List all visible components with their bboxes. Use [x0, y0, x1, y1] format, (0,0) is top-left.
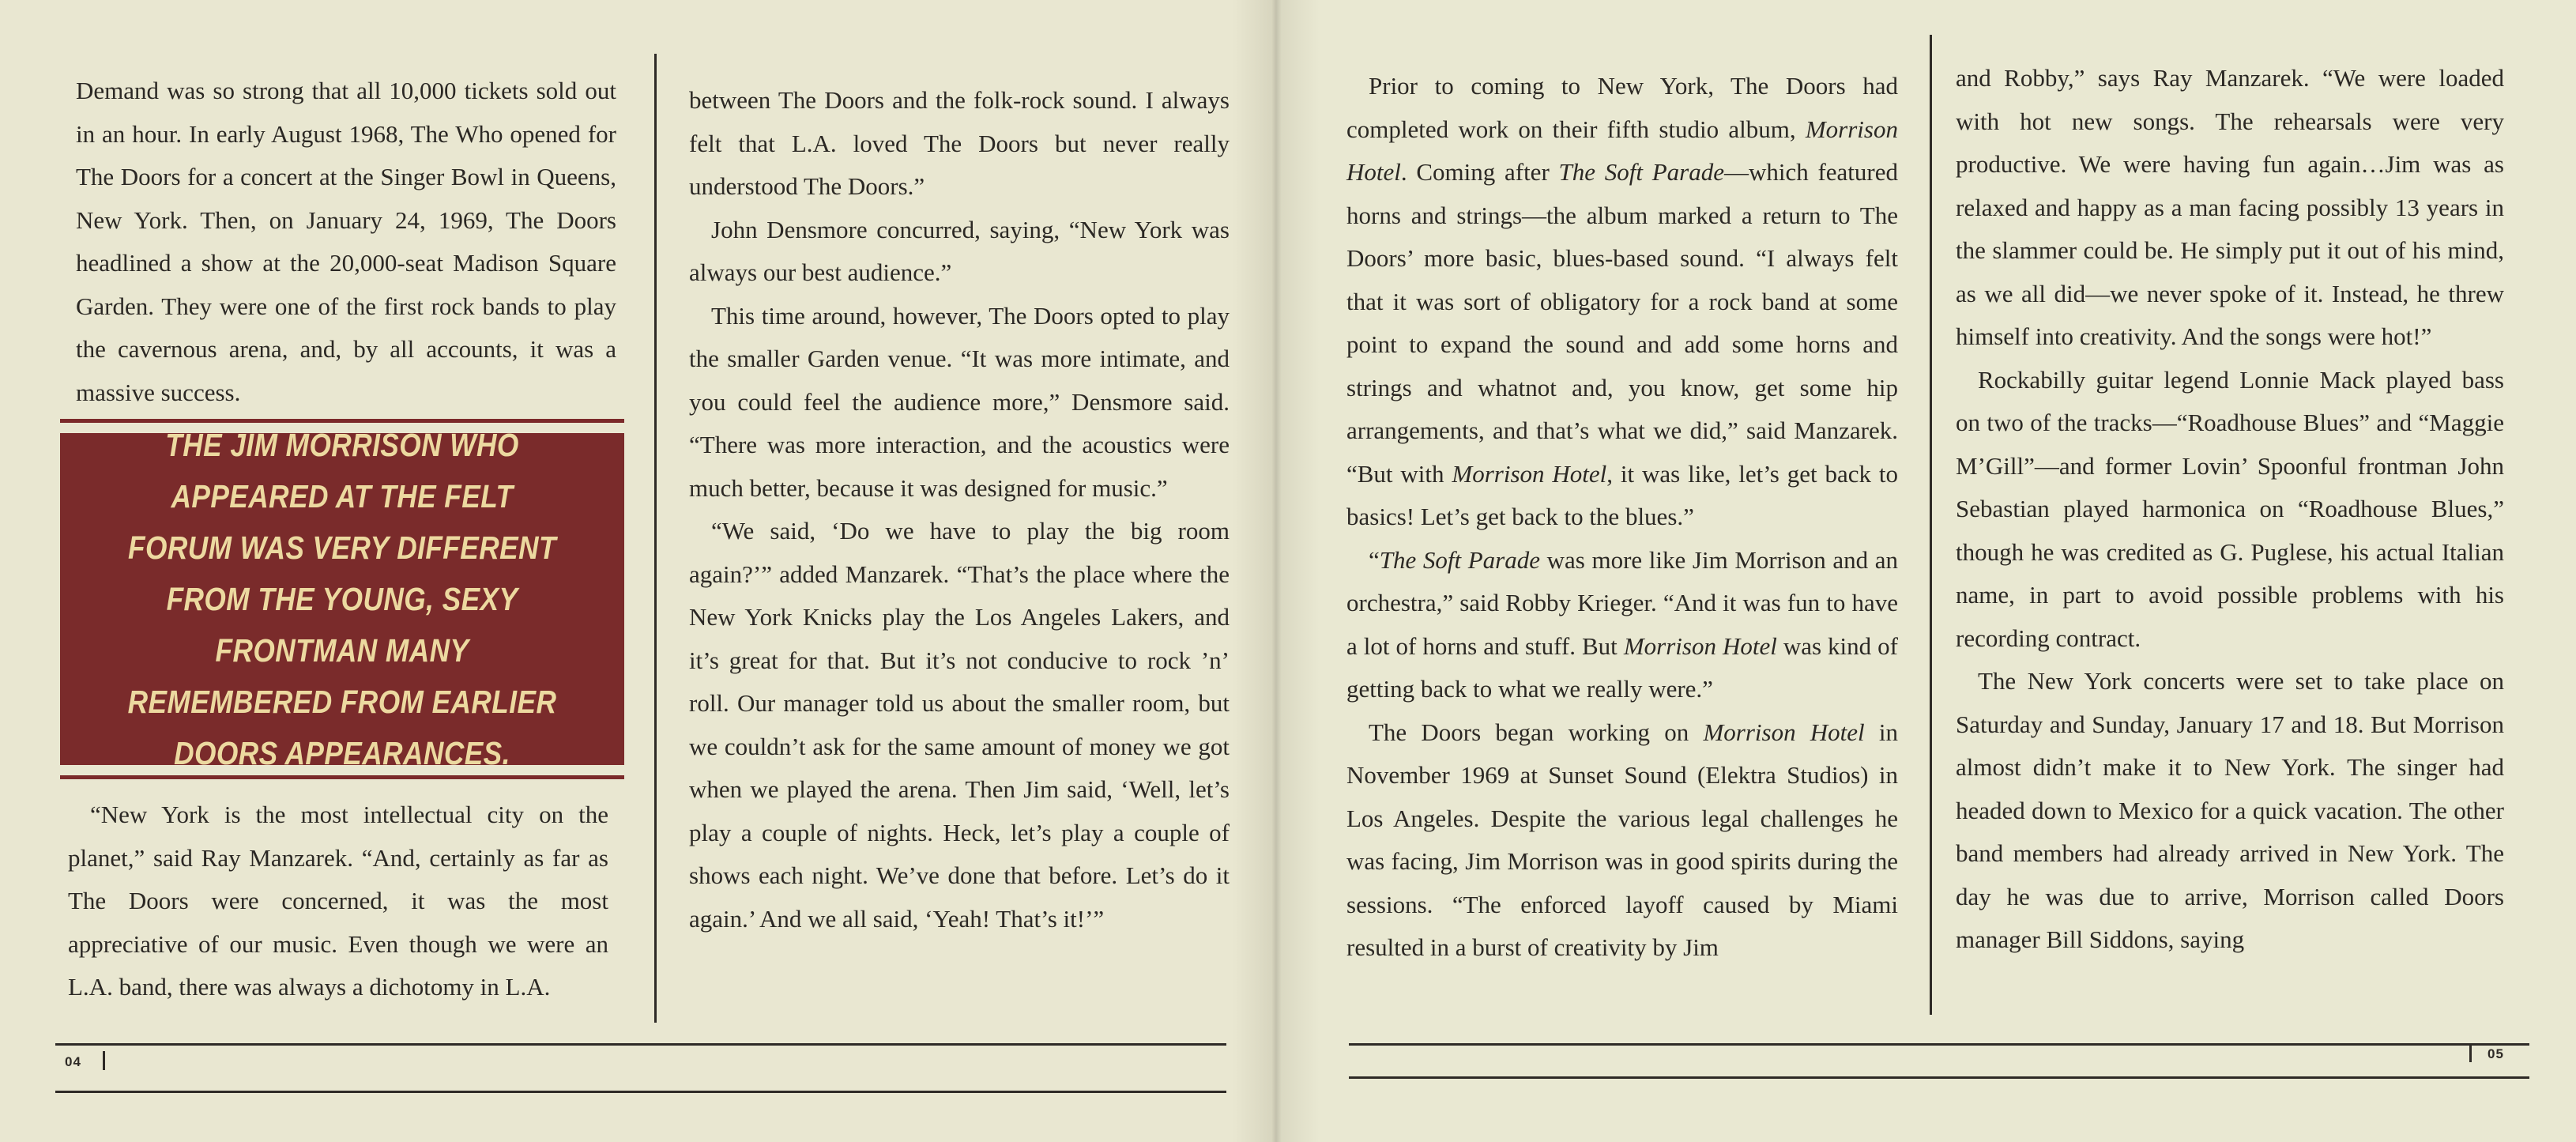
- column-divider-left: [654, 54, 657, 1023]
- column-4-paragraph-1: and Robby,” says Ray Manzarek. “We were loaded with hot new songs. The rehearsals were very productive. We were having fun again…Jim was as relaxed and happy as a man facing possibly 13 years in the slammer could be. He simply put it out of his mind, as we all did—we never spoke of it. Instead, he threw himself into creativity. And the songs were hot!”: [1956, 64, 2504, 350]
- column-divider-right: [1930, 35, 1932, 1015]
- left-page: [0, 0, 1276, 1142]
- column-1-paragraph-2: “New York is the most intellectual city on the planet,” said Ray Manzarek. “And, certainly as far as The Doors were concerned, it was the most appreciative of our music. Even though we were an L.A. band, there was always a dichotomy in L.A.: [68, 801, 608, 1001]
- right-footer-rule-bottom: [1349, 1076, 2529, 1079]
- column-3-paragraph-1: Prior to coming to New York, The Doors had completed work on their fifth studio album, Morrison Hotel. Coming after The Soft Parade—which featured horns and strings—the album marked a return to The Doors’ more basic, blues-based sound. “I always felt that it was sort of obligatory for a rock band at some point to expand the sound and add some horns and strings and whatnot and, you know, get some hip arrangements, and that’s what we did,” said Manzarek. “But with Morrison Hotel, it was like, let’s get back to basics! Let’s get back to the blues.”: [1346, 72, 1898, 530]
- left-footer-rule-bottom: [55, 1091, 1226, 1093]
- album-title-morrison-hotel: Morrison Hotel: [1623, 631, 1777, 660]
- column-1-paragraph-1: Demand was so strong that all 10,000 tickets sold out in an hour. In early August 1968, The Who opened for The Doors for a concert at the Singer Bowl in Queens, New York. Then, on January 24, 1969, The Doors headlined a show at the 20,000-seat Madison Square Garden. They were one of the first rock bands to play the cavernous arena, and, by all accounts, it was a massive success.: [76, 77, 616, 406]
- right-page: [1276, 0, 2576, 1142]
- page-number-right-tick: [2469, 1043, 2472, 1062]
- page-number-left: 04: [65, 1054, 81, 1069]
- album-title-soft-parade: The Soft Parade: [1379, 545, 1541, 574]
- column-4-paragraph-2: Rockabilly guitar legend Lonnie Mack played bass on two of the tracks—“Roadhouse Blues” and “Maggie M’Gill”—and former Lovin’ Spoonful frontman John Sebastian played harmonica on “Roadhouse Blues,” though he was credited as G. Puglese, his actual Italian name, in part to avoid possible problems with his recording contract.: [1956, 365, 2504, 652]
- column-1-continued: [68, 793, 608, 1009]
- album-title-morrison-hotel: Morrison Hotel: [1452, 459, 1607, 488]
- pull-quote-text: THE JIM MORRISON WHO APPEARED AT THE FELT FORUM WAS VERY DIFFERENT FROM THE YOUNG, SEXY FRONTMAN MANY REMEMBERED FROM EARLIER DOORS APPEARANCES.: [127, 426, 557, 771]
- column-2: [689, 79, 1230, 940]
- column-1: [76, 70, 616, 414]
- column-2-paragraph-1: between The Doors and the folk-rock sound. I always felt that L.A. loved The Doors but never really understood The Doors.”: [689, 86, 1230, 200]
- column-3-paragraph-2: “The Soft Parade was more like Jim Morrison and an orchestra,” said Robby Krieger. “And it was fun to have a lot of horns and stuff. But Morrison Hotel was kind of getting back to what we really were.”: [1346, 545, 1898, 703]
- album-title-morrison-hotel: Morrison Hotel: [1703, 718, 1865, 746]
- page-number-left-tick: [103, 1051, 105, 1070]
- page-number-right: 05: [2487, 1046, 2504, 1061]
- column-4-paragraph-3: The New York concerts were set to take place on Saturday and Sunday, January 17 and 18. But Morrison almost didn’t make it to New York. The singer had headed down to Mexico for a quick vacation. The other band members had already arrived in New York. The day he was due to arrive, Morrison called Doors manager Bill Siddons, saying: [1956, 667, 2504, 953]
- pull-quote-box: [60, 419, 624, 779]
- column-2-paragraph-3: This time around, however, The Doors opted to play the smaller Garden venue. “It was more intimate, and you could feel the audience more,” Densmore said. “There was more interaction, and the acoustics were much better, because it was designed for music.”: [689, 301, 1230, 502]
- column-3: [1346, 65, 1898, 970]
- pull-quote-bottom-rule: [60, 775, 624, 779]
- album-title-morrison-hotel: Morrison Hotel: [1346, 115, 1898, 186]
- column-2-paragraph-2: John Densmore concurred, saying, “New York was always our best audience.”: [689, 215, 1230, 286]
- pull-quote-panel: [60, 426, 624, 771]
- column-3-paragraph-3: The Doors began working on Morrison Hotel in November 1969 at Sunset Sound (Elektra Studios) in Los Angeles. Despite the various legal challenges he was facing, Jim Morrison was in good spirits during the sessions. “The enforced layoff caused by Miami resulted in a burst of creativity by Jim: [1346, 718, 1899, 961]
- right-footer-rule-top: [1349, 1043, 2529, 1046]
- left-footer-rule-top: [55, 1043, 1226, 1046]
- column-4: [1956, 57, 2504, 962]
- column-2-paragraph-4: “We said, ‘Do we have to play the big room again?’” added Manzarek. “That’s the place where the New York Knicks play the Los Angeles Lakers, and it’s great for that. But it’s not conducive to rock ’n’ roll. Our manager told us about the smaller room, but we couldn’t ask for the same amount of money we got when we played the arena. Then Jim said, ‘Well, let’s play a couple of nights. Heck, let’s play a couple of shows each night. We’ve done that before. Let’s do it again.’ And we all said, ‘Yeah! That’s it!’”: [689, 517, 1230, 933]
- album-title-soft-parade: The Soft Parade: [1558, 158, 1724, 186]
